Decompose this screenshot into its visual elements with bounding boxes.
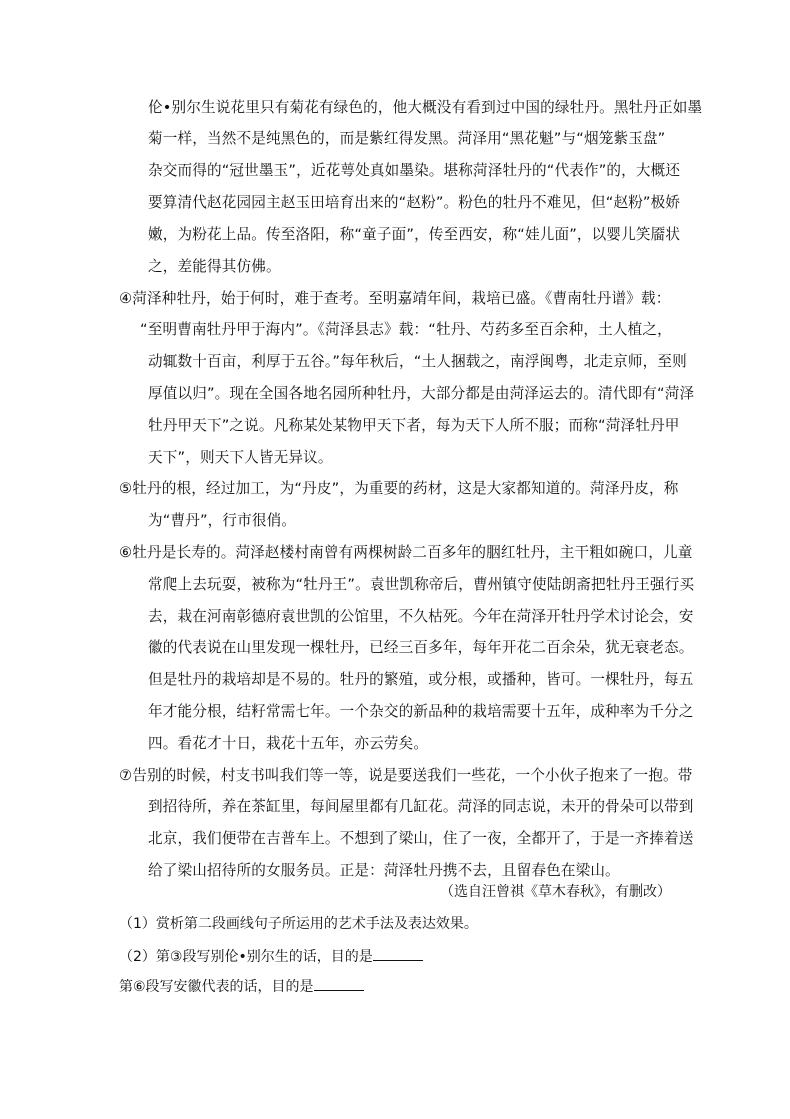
source-citation: （选自汪曾祺《草木春秋》，有删改） (440, 884, 671, 900)
passage-line: 但是牡丹的栽培却是不易的。牡丹的繁殖，或分根，或播种，皆可。一棵牡丹，每五 (148, 671, 694, 688)
passage-line: 到招待所，养在茶缸里，每间屋里都有几缸花。菏泽的同志说，未开的骨朵可以带到 (148, 798, 694, 815)
paragraph-4-start: ④菏泽种牡丹，始于何时，难于查考。至明嘉靖年间，栽培已盛。《曹南牡丹谱》载： (119, 290, 671, 307)
passage-line: 四。看花才十日，栽花十五年，亦云劳矣。 (148, 735, 429, 752)
passage-line: 去，栽在河南彰德府袁世凯的公馆里，不久枯死。今年在菏泽开牡丹学术讨论会，安 (148, 608, 694, 625)
passage-line: 给了梁山招待所的女服务员。正是：菏泽牡丹携不去，且留春色在梁山。 (148, 862, 620, 879)
passage-line: 北京，我们便带在吉普车上。不想到了梁山，住了一夜，全都开了，于是一齐捧着送 (148, 830, 694, 847)
passage-line: 常爬上去玩耍，被称为“牡丹王”。袁世凯称帝后，曹州镇守使陆朗斋把牡丹王强行买 (148, 576, 695, 593)
question-2-prompt: （2）第③段写别伦•别尔生的话，目的是 (119, 949, 373, 965)
paragraph-7-start: ⑦告别的时候，村支书叫我们等一等，说是要送我们一些花，一个小伙子抱来了一抱。带 (119, 767, 693, 784)
passage-line: 动辄数十百亩，利厚于五谷。”每年秋后，“土人捆载之，南浮闽粤，北走京师，至则 (148, 353, 687, 370)
passage-line: “至明曹南牡丹甲于海内”。《菏泽县志》载：“牡丹、芍药多至百余种，土人植之， (140, 321, 672, 338)
passage-line: 牡丹甲天下”之说。凡称某处某物甲天下者，每为天下人所不服；而称“菏泽牡丹甲 (148, 417, 680, 434)
passage-line: 厚值以归”。现在全国各地名园所种牡丹，大部分都是由菏泽运去的。清代即有“菏泽 (148, 385, 695, 402)
paragraph-5-start: ⑤牡丹的根，经过加工，为“丹皮”，为重要的药材，这是大家都知道的。菏泽丹皮，称 (119, 480, 679, 497)
passage-line: 为“曹丹”，行市很俏。 (148, 512, 297, 529)
passage-line: 要算清代赵花园园主赵玉田培育出来的“赵粉”。粉色的牡丹不难见，但“赵粉”极娇 (148, 194, 681, 211)
passage-line: 之，差能得其仿佛。 (148, 258, 281, 275)
passage-line: 嫩，为粉花上品。传至洛阳，称“童子面”，传至西安，称“娃儿面”，以婴儿笑靥状 (148, 226, 681, 243)
paragraph-6-start: ⑥牡丹是长寿的。菏泽赵楼村南曾有两棵树龄二百多年的胭红牡丹，主干粗如碗口，儿童 (119, 544, 693, 561)
passage-line: 杂交而得的“冠世墨玉”，近花萼处真如墨染。堪称菏泽牡丹的“代表作”的，大概还 (148, 162, 681, 179)
question-2-continued (119, 976, 364, 997)
question-1: （1）赏析第二段画线句子所运用的艺术手法及表达效果。 (119, 916, 478, 932)
answer-blank[interactable] (373, 946, 423, 961)
passage-line: 天下”，则天下人皆无异议。 (148, 449, 333, 466)
question-2-prompt-2: 第⑥段写安徽代表的话，目的是 (119, 979, 314, 995)
passage-line: 年才能分根，结籽常需七年。一个杂交的新品种的栽培需要十五年，成种率为千分之 (148, 703, 694, 720)
passage-line: 徽的代表说在山里发现一棵牡丹，已经三百多年，每年开花二百余朵，犹无衰老态。 (148, 639, 694, 656)
answer-blank[interactable] (314, 976, 364, 991)
passage-line: 伦•别尔生说花里只有菊花有绿色的，他大概没有看到过中国的绿牡丹。黑牡丹正如墨 (148, 99, 703, 116)
passage-line: 菊一样，当然不是纯黑色的，而是紫红得发黑。菏泽用“黑花魁”与“烟笼紫玉盘” (148, 130, 666, 147)
question-2 (119, 946, 423, 967)
